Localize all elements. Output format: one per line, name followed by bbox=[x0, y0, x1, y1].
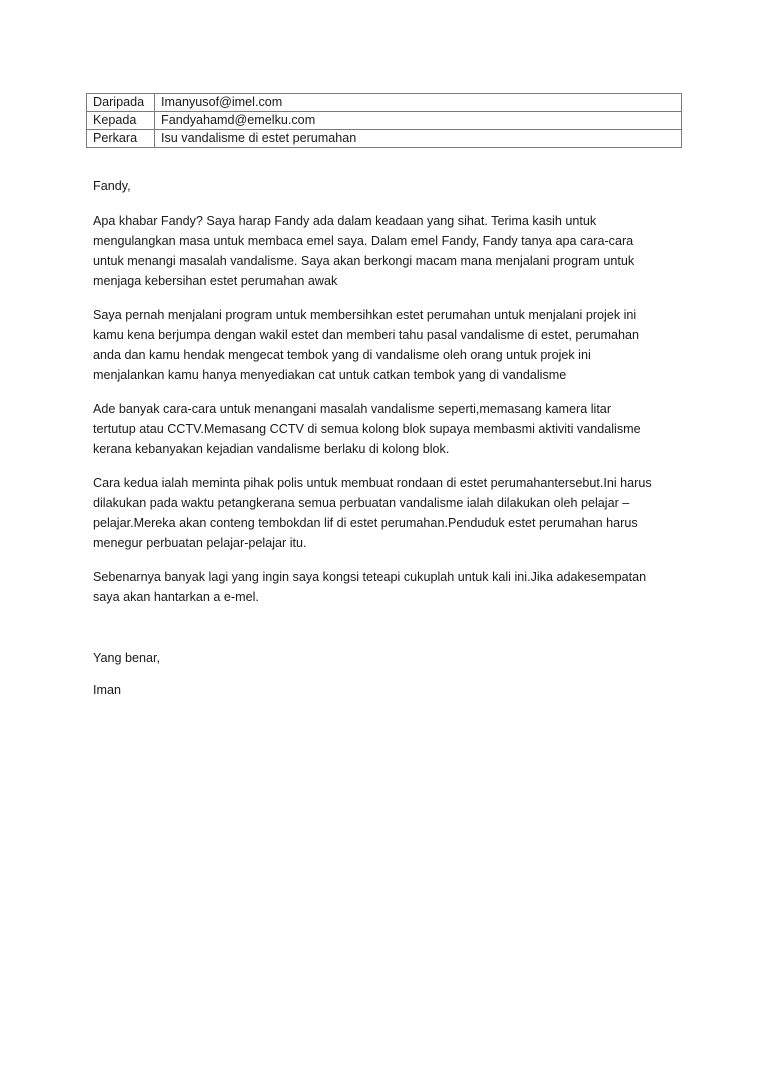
header-row-to bbox=[87, 112, 682, 130]
header-label-subject: Perkara bbox=[87, 130, 155, 148]
paragraph-line: dilakukan pada waktu petangkerana semua perbuatan vandalisme ialah dilakukan oleh pelajar – bbox=[93, 496, 630, 510]
header-row-from bbox=[87, 94, 682, 112]
paragraph-line: pelajar.Mereka akan conteng tembokdan lif di estet perumahan.Penduduk estet perumahan harus bbox=[93, 516, 638, 530]
closing: Yang benar, bbox=[93, 651, 160, 665]
header-value-subject: Isu vandalisme di estet perumahan bbox=[155, 130, 682, 148]
paragraph-line: kerana kebanyakan kejadian vandalisme berlaku di kolong blok. bbox=[93, 442, 450, 456]
paragraph-line: saya akan hantarkan a e-mel. bbox=[93, 590, 259, 604]
paragraph-line: mengulangkan masa untuk membaca emel saya. Dalam emel Fandy, Fandy tanya apa cara-cara bbox=[93, 234, 634, 248]
paragraph-3 bbox=[93, 399, 693, 459]
paragraph-line: Sebenarnya banyak lagi yang ingin saya kongsi teteapi cukuplah untuk kali ini.Jika adakesempatan bbox=[93, 570, 647, 584]
header-value-from: Imanyusof@imel.com bbox=[155, 94, 682, 112]
signature: Iman bbox=[93, 683, 121, 697]
header-row-subject bbox=[87, 130, 682, 148]
paragraph-line: Ade banyak cara-cara untuk menangani masalah vandalisme seperti,memasang kamera litar bbox=[93, 402, 612, 416]
paragraph-4 bbox=[93, 473, 693, 553]
paragraph-line: Saya pernah menjalani program untuk membersihkan estet perumahan untuk menjalani projek ini bbox=[93, 308, 637, 322]
paragraph-line: menjalankan kamu hanya menyediakan cat untuk catkan tembok yang di vandalisme bbox=[93, 368, 567, 382]
paragraph-5 bbox=[93, 567, 693, 607]
header-label-to: Kepada bbox=[87, 112, 155, 130]
paragraph-line: Cara kedua ialah meminta pihak polis untuk membuat rondaan di estet perumahantersebut.Ini harus bbox=[93, 476, 652, 490]
paragraph-2 bbox=[93, 305, 693, 385]
salutation: Fandy, bbox=[93, 179, 131, 193]
letter-body bbox=[93, 176, 693, 621]
paragraph-1 bbox=[93, 211, 693, 291]
paragraph-line: Apa khabar Fandy? Saya harap Fandy ada dalam keadaan yang sihat. Terima kasih untuk bbox=[93, 214, 597, 228]
paragraph-line: untuk menangi masalah vandalisme. Saya akan berkongi macam mana menjalani program untuk bbox=[93, 254, 635, 268]
paragraph-line: kamu kena berjumpa dengan wakil estet dan memberi tahu pasal vandalisme di estet, perumahan bbox=[93, 328, 640, 342]
email-header-table bbox=[86, 93, 682, 148]
paragraph-line: tertutup atau CCTV.Memasang CCTV di semua kolong blok supaya membasmi aktiviti vandalisme bbox=[93, 422, 641, 436]
header-label-from: Daripada bbox=[87, 94, 155, 112]
header-value-to: Fandyahamd@emelku.com bbox=[155, 112, 682, 130]
paragraph-line: menjaga kebersihan estet perumahan awak bbox=[93, 274, 338, 288]
paragraph-line: anda dan kamu hendak mengecat tembok yang di vandalisme oleh orang untuk projek ini bbox=[93, 348, 591, 362]
paragraph-line: menegur perbuatan pelajar-pelajar itu. bbox=[93, 536, 307, 550]
